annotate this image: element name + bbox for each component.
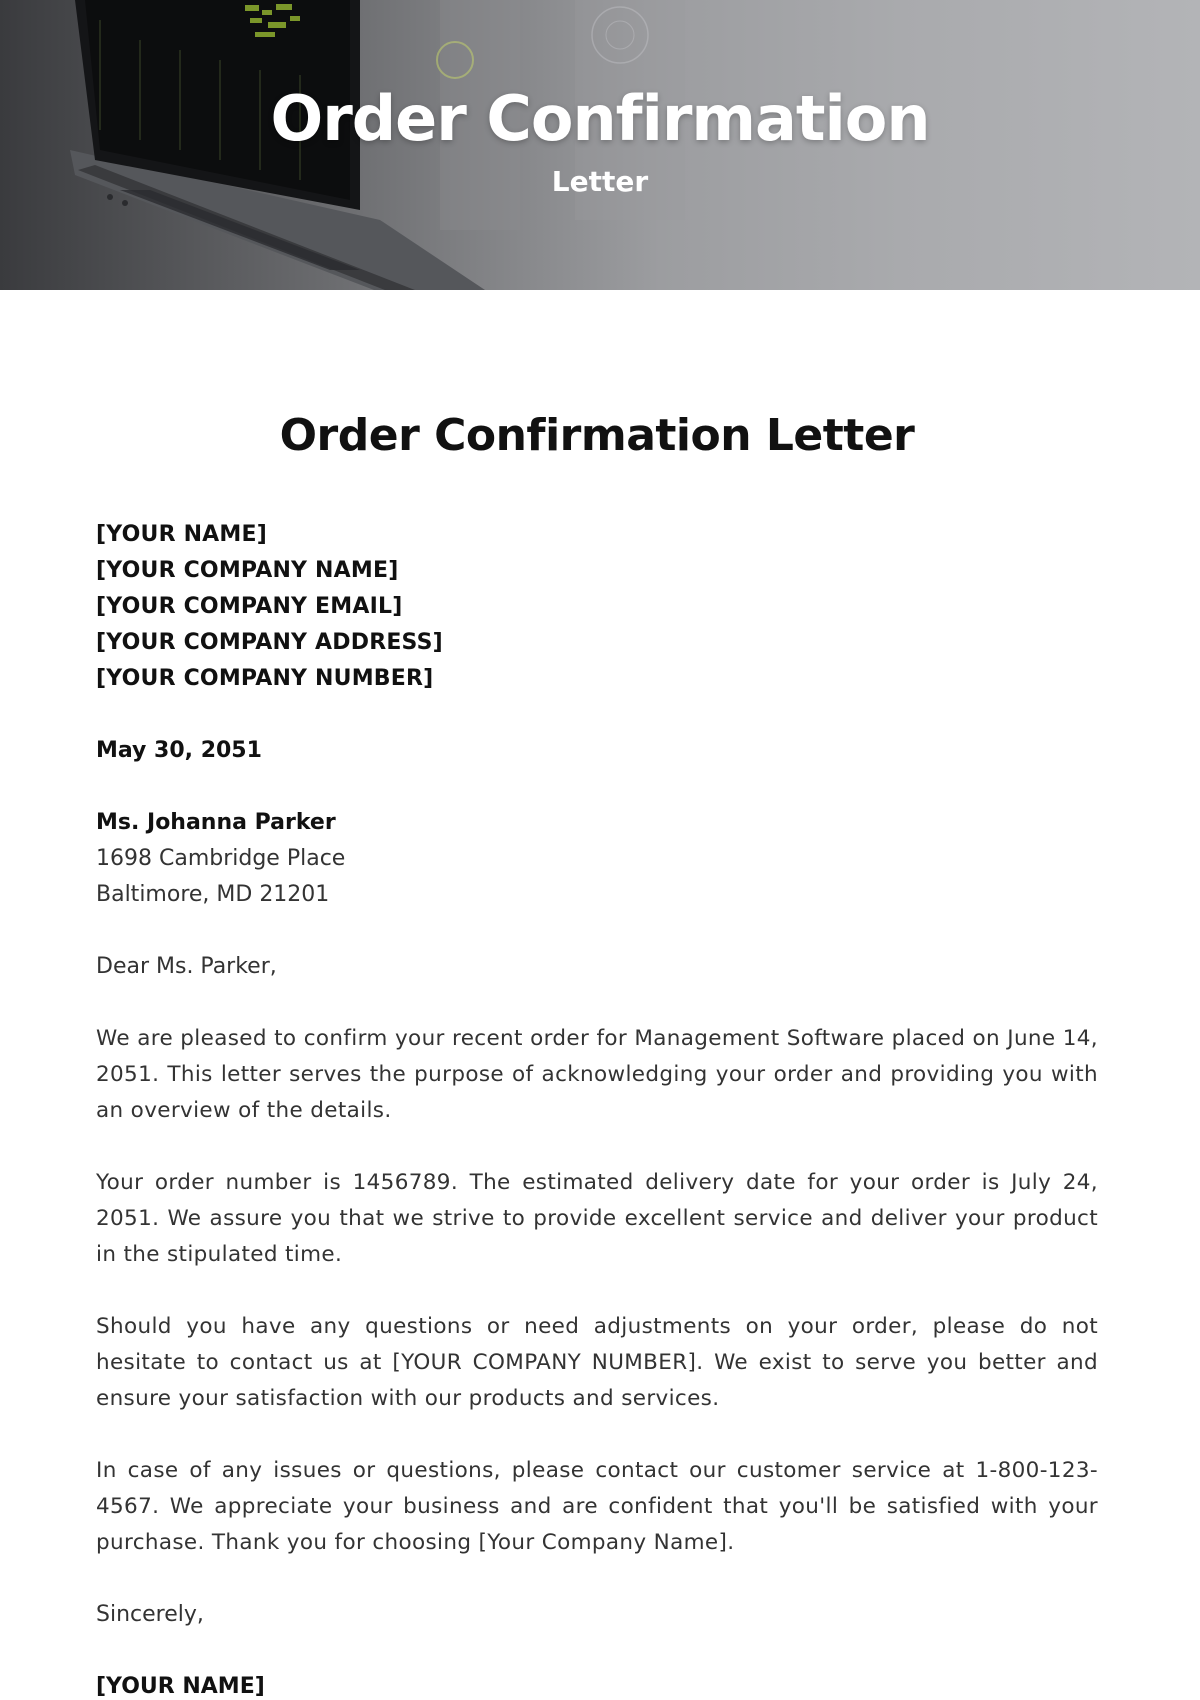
sender-company-address: [YOUR COMPANY ADDRESS]: [96, 629, 443, 655]
letter-body: [96, 410, 1098, 1700]
recipient-name: Ms. Johanna Parker: [96, 809, 336, 835]
recipient-block: [96, 805, 1098, 913]
body-paragraph: Should you have any questions or need adjustments on your order, please do not hesitate to contact us at [YOUR COMPANY NUMBER]. We exist to serve you better and ensure your satisfaction with our products and services.: [96, 1313, 1098, 1411]
document-title: Order Confirmation Letter: [279, 410, 915, 461]
sender-company-email: [YOUR COMPANY EMAIL]: [96, 593, 403, 619]
sender-block: [96, 517, 1098, 697]
signature-name: [YOUR NAME]: [96, 1673, 265, 1699]
body-paragraph: We are pleased to confirm your recent order for Management Software placed on June 14, 2051. This letter serves the purpose of acknowledging your order and providing you with an overview of the details.: [96, 1025, 1098, 1123]
sender-company-name: [YOUR COMPANY NAME]: [96, 557, 399, 583]
salutation: Dear Ms. Parker,: [96, 953, 277, 979]
letter-date: May 30, 2051: [96, 737, 262, 763]
sender-company-number: [YOUR COMPANY NUMBER]: [96, 665, 434, 691]
banner-title: Order Confirmation: [270, 82, 930, 155]
header-banner: [0, 0, 1200, 290]
recipient-address-line1: 1698 Cambridge Place: [96, 845, 346, 871]
banner-subtitle: Letter: [551, 165, 649, 198]
closing: Sincerely,: [96, 1601, 204, 1627]
recipient-address-line2: Baltimore, MD 21201: [96, 881, 330, 907]
body-paragraph: Your order number is 1456789. The estimated delivery date for your order is July 24, 2051. We assure you that we strive to provide excellent service and deliver your product in the stipulated time.: [96, 1169, 1098, 1267]
sender-name: [YOUR NAME]: [96, 521, 267, 547]
body-paragraph: In case of any issues or questions, please contact our customer service at 1-800-123-4567. We appreciate your business and are confident that you'll be satisfied with your purchase. Thank you for choosing [Your Company Name].: [96, 1457, 1098, 1555]
